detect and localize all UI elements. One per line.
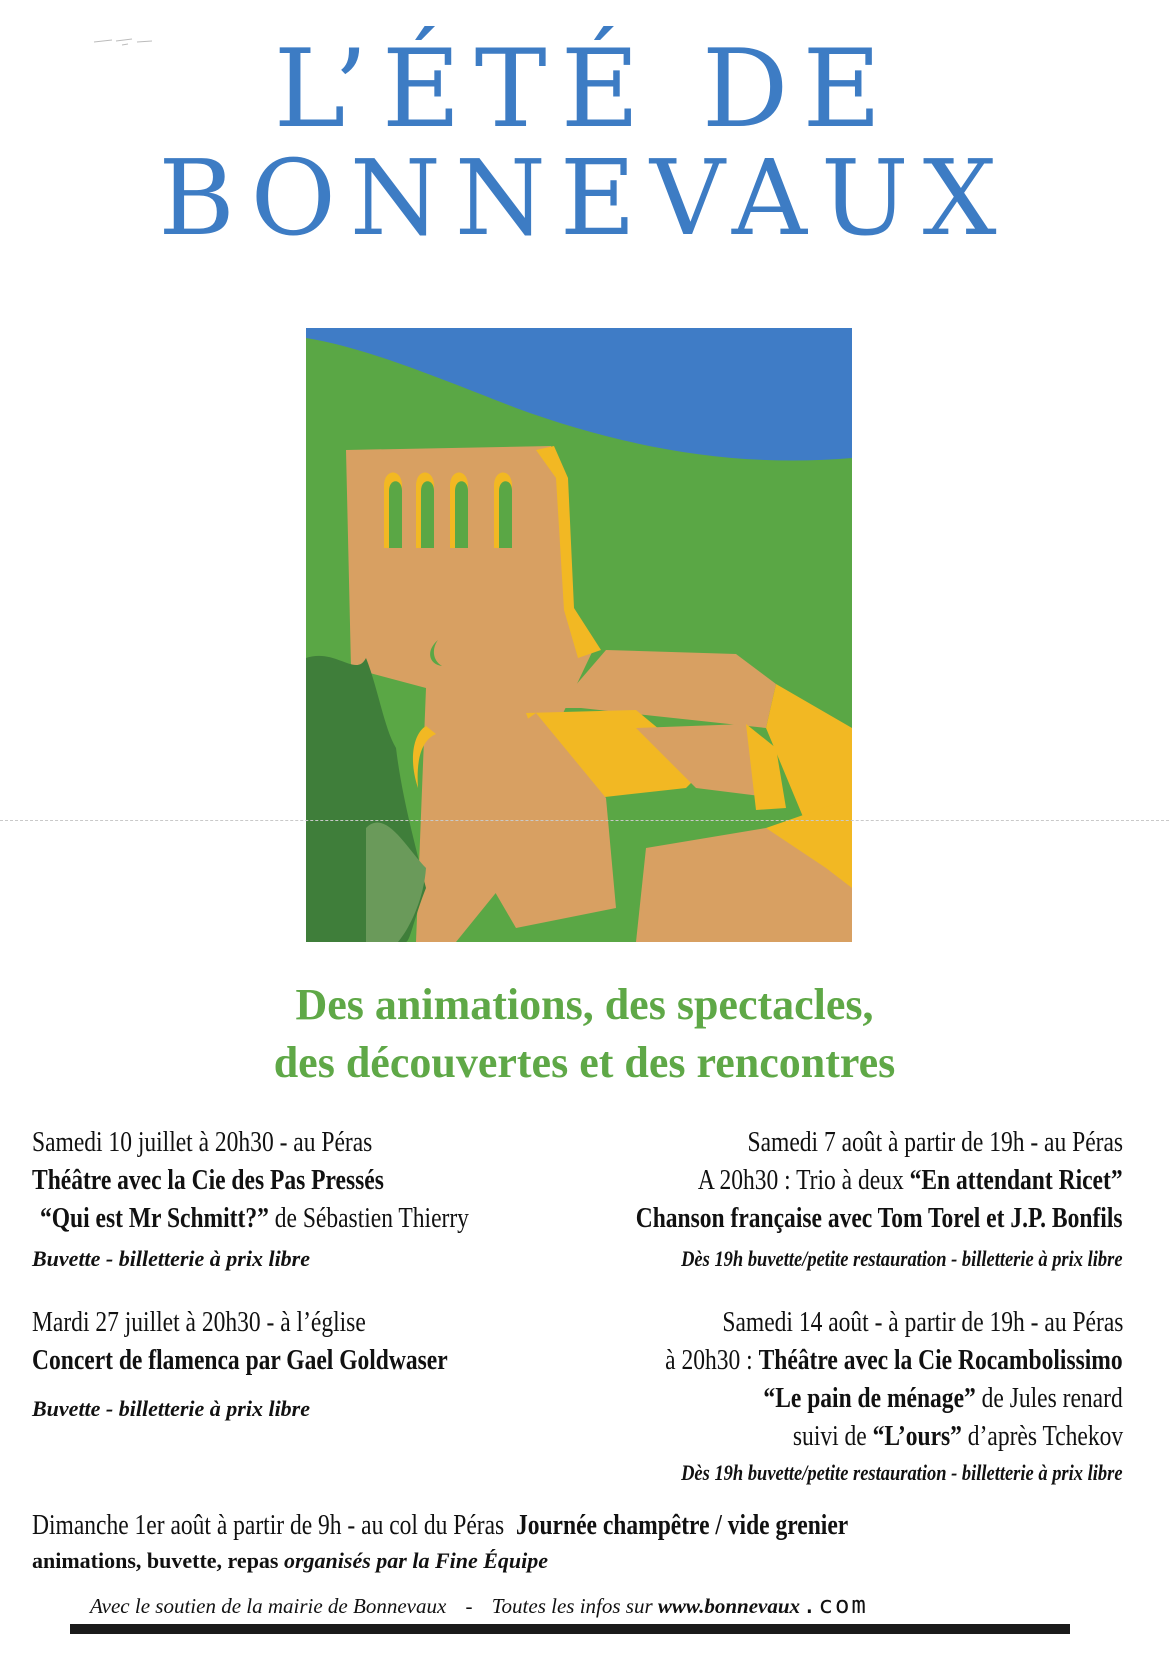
tagline-line2: des découvertes et des rencontres [273, 1038, 896, 1087]
event-title: Journée champêtre / vide grenier [515, 1510, 849, 1541]
event-august-7 [543, 1124, 1123, 1276]
event-july-27 [32, 1304, 527, 1426]
handwritten-domain: .com [802, 1591, 868, 1619]
event-show-title: “En attendant Ricet” [910, 1165, 1123, 1196]
event-date: Dimanche 1er août à partir de 9h - au col du Péras [32, 1510, 505, 1541]
separator: - [460, 1594, 478, 1618]
event-play-title: “L’ours” [872, 1421, 962, 1452]
poster-title-line1: L’ÉTÉ DE [273, 27, 896, 152]
event-title: Concert de flamenca par Gael Goldwaser [32, 1345, 448, 1376]
website-link[interactable]: www.bonnevaux [657, 1594, 801, 1618]
event-title: Théâtre avec la Cie des Pas Pressés [32, 1165, 384, 1196]
event-play-title: “Qui est Mr Schmitt?” [40, 1203, 269, 1234]
event-august-1 [32, 1507, 1132, 1577]
event-info: Buvette - billetterie à prix libre [32, 1246, 311, 1271]
event-time: à 20h30 : [665, 1345, 759, 1376]
paper-fold-line [0, 820, 1169, 822]
tagline-line1: Des animations, des spectacles, [295, 980, 874, 1029]
event-august-14 [578, 1304, 1123, 1490]
event-date: Samedi 14 août - à partir de 19h - au Péras [721, 1307, 1123, 1338]
event-info: animations, buvette, repas [32, 1548, 284, 1573]
event-time: A 20h30 : Trio à deux [698, 1165, 911, 1196]
redacted-bottom-bar [70, 1624, 1070, 1634]
event-date: Mardi 27 juillet à 20h30 - à l’église [32, 1307, 366, 1338]
event-date: Samedi 10 juillet à 20h30 - au Péras [32, 1127, 373, 1158]
event-play-connector: suivi de [792, 1421, 873, 1452]
sponsor-line [90, 1590, 868, 1621]
event-play-author: de Sébastien Thierry [268, 1203, 469, 1234]
event-organizer: organisés par la Fine Équipe [284, 1548, 549, 1573]
event-july-10 [32, 1124, 551, 1276]
info-prefix: Toutes les infos sur [491, 1594, 658, 1618]
event-info: Buvette - billetterie à prix libre [32, 1396, 311, 1421]
church-tower-illustration [306, 328, 852, 942]
sponsor-text: Avec le soutien de la mairie de Bonnevaux [90, 1594, 447, 1618]
event-play-author: de Jules renard [976, 1383, 1123, 1414]
event-title: Chanson française avec Tom Torel et J.P. Bonfils [636, 1203, 1123, 1234]
event-play-title: “Le pain de ménage” [763, 1383, 977, 1414]
event-info: Dès 19h buvette/petite restauration - billetterie à prix libre [681, 1460, 1123, 1485]
event-play-author: d’après Tchekov [961, 1421, 1123, 1452]
event-date: Samedi 7 août à partir de 19h - au Péras [747, 1127, 1123, 1158]
poster-title-line2: BONNEVAUX [158, 137, 1011, 259]
event-info: Dès 19h buvette/petite restauration - billetterie à prix libre [681, 1246, 1123, 1271]
event-title: Théâtre avec la Cie Rocambolissimo [758, 1345, 1123, 1376]
